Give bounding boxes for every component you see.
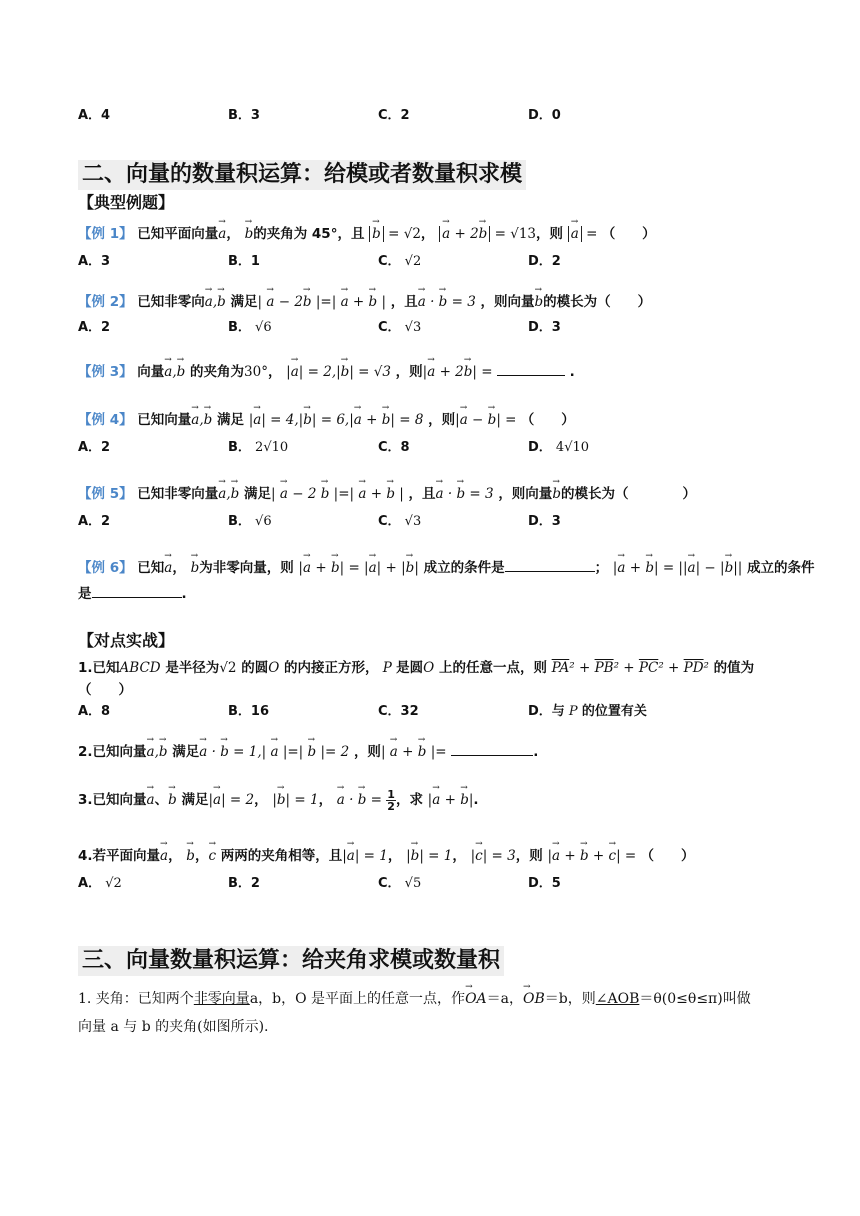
ex2-option-d: D．3 xyxy=(528,320,561,335)
top-option-c: C．2 xyxy=(378,108,410,123)
ex1-option-a: A．3 xyxy=(78,254,111,269)
answer-blank[interactable] xyxy=(505,559,595,572)
ex5-option-b: B． √6 xyxy=(228,514,272,529)
answer-blank[interactable] xyxy=(92,585,182,598)
example-1: 【例 1】 已知平面向量→ a， → b的夹角为 45°，且 → b = √2， → a + 2→ b = √13，则 → a = （ ） xyxy=(78,222,656,242)
example-3: 【例 3】 向量→ a,→ b 的夹角为30°， |→ a| = 2,|→ b| = √3 ，则|→ a + 2→ b| = . xyxy=(78,360,575,380)
example-5: 【例 5】 已知非零向量→ a,→ b 满足| → a − 2 → b |=| → a + → b | ，且→ a · → b = 3 ，则向量→ b的模长为（ ） xyxy=(78,482,696,502)
practice-1: 1.已知ABCD 是半径为√2 的圆O 的内接正方形， P 是圆O 上的任意一点，则 $\overline{PA}^2 + \overline{PB}^2 + \overline{PC}^2 + \overline{PD}^2$ 的值为 xyxy=(78,660,755,676)
p1-option-c: C．32 xyxy=(378,704,419,719)
practice-2: 2.已知向量→ a,→ b 满足→ a · → b = 1,| → a |=| → b |= 2 ，则| → a + → b |= . xyxy=(78,740,538,760)
p1-option-b: B．16 xyxy=(228,704,269,719)
ex5-option-a: A．2 xyxy=(78,514,111,529)
ex4-option-a: A．2 xyxy=(78,440,111,455)
answer-blank[interactable] xyxy=(451,743,533,756)
ex4-option-b: B． 2√10 xyxy=(228,440,289,455)
practice-header: 【对点实战】 xyxy=(78,631,175,650)
p1-option-d: D．与 P 的位置有关 xyxy=(528,704,647,719)
ex2-option-b: B． √6 xyxy=(228,320,272,335)
examples-header: 【典型例题】 xyxy=(78,193,175,212)
p4-option-a: A． √2 xyxy=(78,876,122,891)
section-3-line-1: 1. 夹角：已知两个非零向量a，b，O 是平面上的任意一点，作→ OA＝a，→ OB＝b，则∠AOB＝θ(0≤θ≤π)叫做 xyxy=(78,988,751,1008)
ex5-option-c: C． √3 xyxy=(378,514,422,529)
example-tag: 【例 1】 xyxy=(78,226,133,242)
ex4-option-c: C．8 xyxy=(378,440,410,455)
example-2: 【例 2】 已知非零向→ a,→ b 满足| → a − 2→ b |=| → a + → b | ，且→ a · → b = 3 ，则向量→ b的模长为（ ） xyxy=(78,290,651,310)
ex4-option-d: D． 4√10 xyxy=(528,440,590,455)
practice-3: 3.已知向量→ a、→ b 满足|→ a| = 2， |→ b| = 1， → a · → b = $\frac{1}{2}$ ，求 |→ a + → b|. xyxy=(78,788,479,812)
ex1-option-d: D．2 xyxy=(528,254,561,269)
p1-option-a: A．8 xyxy=(78,704,111,719)
practice-1-paren: （ ） xyxy=(78,682,132,698)
p4-option-d: D．5 xyxy=(528,876,561,891)
section-3-title: 三、向量数量积运算：给夹角求模或数量积 xyxy=(78,946,504,976)
p4-option-c: C． √5 xyxy=(378,876,422,891)
ex1-option-b: B．1 xyxy=(228,254,260,269)
top-option-b: B．3 xyxy=(228,108,260,123)
section-3-line-2: 向量 a 与 b 的夹角(如图所示). xyxy=(78,1019,269,1035)
practice-4: 4.若平面向量→ a， → b，→ c 两两的夹角相等，且|→ a| = 1， |→ b| = 1， |→ c| = 3，则 |→ a + → b + → c| = （ ） xyxy=(78,844,695,864)
top-option-a: A．4 xyxy=(78,108,111,123)
ex2-option-c: C． √3 xyxy=(378,320,422,335)
top-option-d: D．0 xyxy=(528,108,561,123)
p4-option-b: B．2 xyxy=(228,876,260,891)
example-6-cont: 是 . xyxy=(78,586,187,602)
ex2-option-a: A．2 xyxy=(78,320,111,335)
answer-blank[interactable] xyxy=(497,363,565,376)
ex5-option-d: D．3 xyxy=(528,514,561,529)
example-4: 【例 4】 已知向量→ a,→ b 满足 |→ a| = 4,|→ b| = 6,|→ a + → b| = 8 ，则|→ a − → b| = （ ） xyxy=(78,408,575,428)
example-6: 【例 6】 已知→ a， → b为非零向量，则 |→ a + → b| = |→ a| + |→ b| 成立的条件是 ； |→ a + → b| = ||→ a| − |→ b|| 成立的条件 xyxy=(78,556,815,576)
ex1-option-c: C． √2 xyxy=(378,254,422,269)
section-2-title: 二、向量的数量积运算：给模或者数量积求模 xyxy=(78,160,526,190)
